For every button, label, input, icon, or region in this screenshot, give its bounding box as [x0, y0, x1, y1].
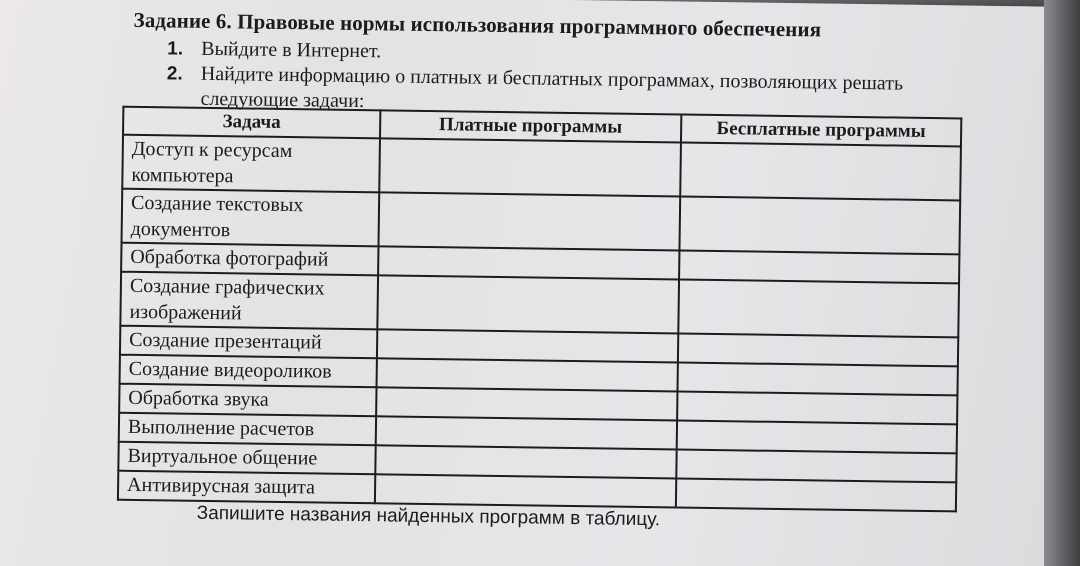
paid-program-cell[interactable] [376, 416, 677, 449]
task-cell: Создание видеороликов [120, 355, 377, 388]
background-edge [1044, 0, 1080, 566]
software-table [117, 106, 962, 513]
free-program-cell[interactable] [678, 280, 959, 338]
instruction-line: Выйдите в Интернет. [201, 37, 382, 63]
task-cell: Обработка фотографий [121, 243, 378, 276]
paid-program-cell[interactable] [377, 329, 678, 362]
instruction-text [201, 37, 381, 65]
instruction-number: 1. [167, 38, 184, 60]
task-cell: Создание графических изображений [120, 272, 378, 330]
paid-program-cell[interactable] [376, 358, 677, 391]
free-program-cell[interactable] [679, 251, 959, 284]
free-program-cell[interactable] [680, 143, 961, 201]
task-cell: Виртуальное общение [118, 442, 375, 475]
paid-program-cell[interactable] [375, 474, 676, 507]
header-paid-programs: Платные программы [380, 110, 681, 142]
task-cell: Создание текстовых документов [122, 189, 380, 247]
assignment-heading: Задание 6. Правовые нормы использования программного обеспечения [133, 7, 822, 42]
header-task: Задача [123, 107, 380, 139]
instruction-line: Найдите информацию о платных и бесплатных программах, позволяющих решать [200, 62, 904, 95]
free-program-cell[interactable] [678, 334, 958, 367]
task-cell: Создание презентаций [120, 326, 377, 359]
header-free-programs: Бесплатные программы [681, 115, 961, 147]
paid-program-cell[interactable] [375, 445, 676, 478]
paid-program-cell[interactable] [376, 387, 677, 420]
free-program-cell[interactable] [677, 391, 957, 424]
instruction-continuation: следующие задачи: [200, 87, 365, 113]
paid-program-cell[interactable] [378, 192, 680, 250]
paid-program-cell[interactable] [377, 275, 679, 333]
paid-program-cell[interactable] [379, 138, 681, 196]
task-cell: Выполнение расчетов [119, 413, 376, 446]
free-program-cell[interactable] [676, 449, 956, 482]
instruction-number: 2. [166, 63, 183, 85]
paid-program-cell[interactable] [378, 246, 679, 279]
free-program-cell[interactable] [677, 420, 957, 453]
task-cell: Обработка звука [119, 384, 376, 417]
task-cell: Антивирусная защита [118, 471, 375, 504]
footer-instruction: Запишите названия найденных программ в таблицу. [196, 502, 661, 531]
free-program-cell[interactable] [679, 197, 960, 255]
free-program-cell[interactable] [676, 478, 956, 511]
free-program-cell[interactable] [677, 363, 957, 396]
task-cell: Доступ к ресурсам компьютера [122, 135, 380, 193]
